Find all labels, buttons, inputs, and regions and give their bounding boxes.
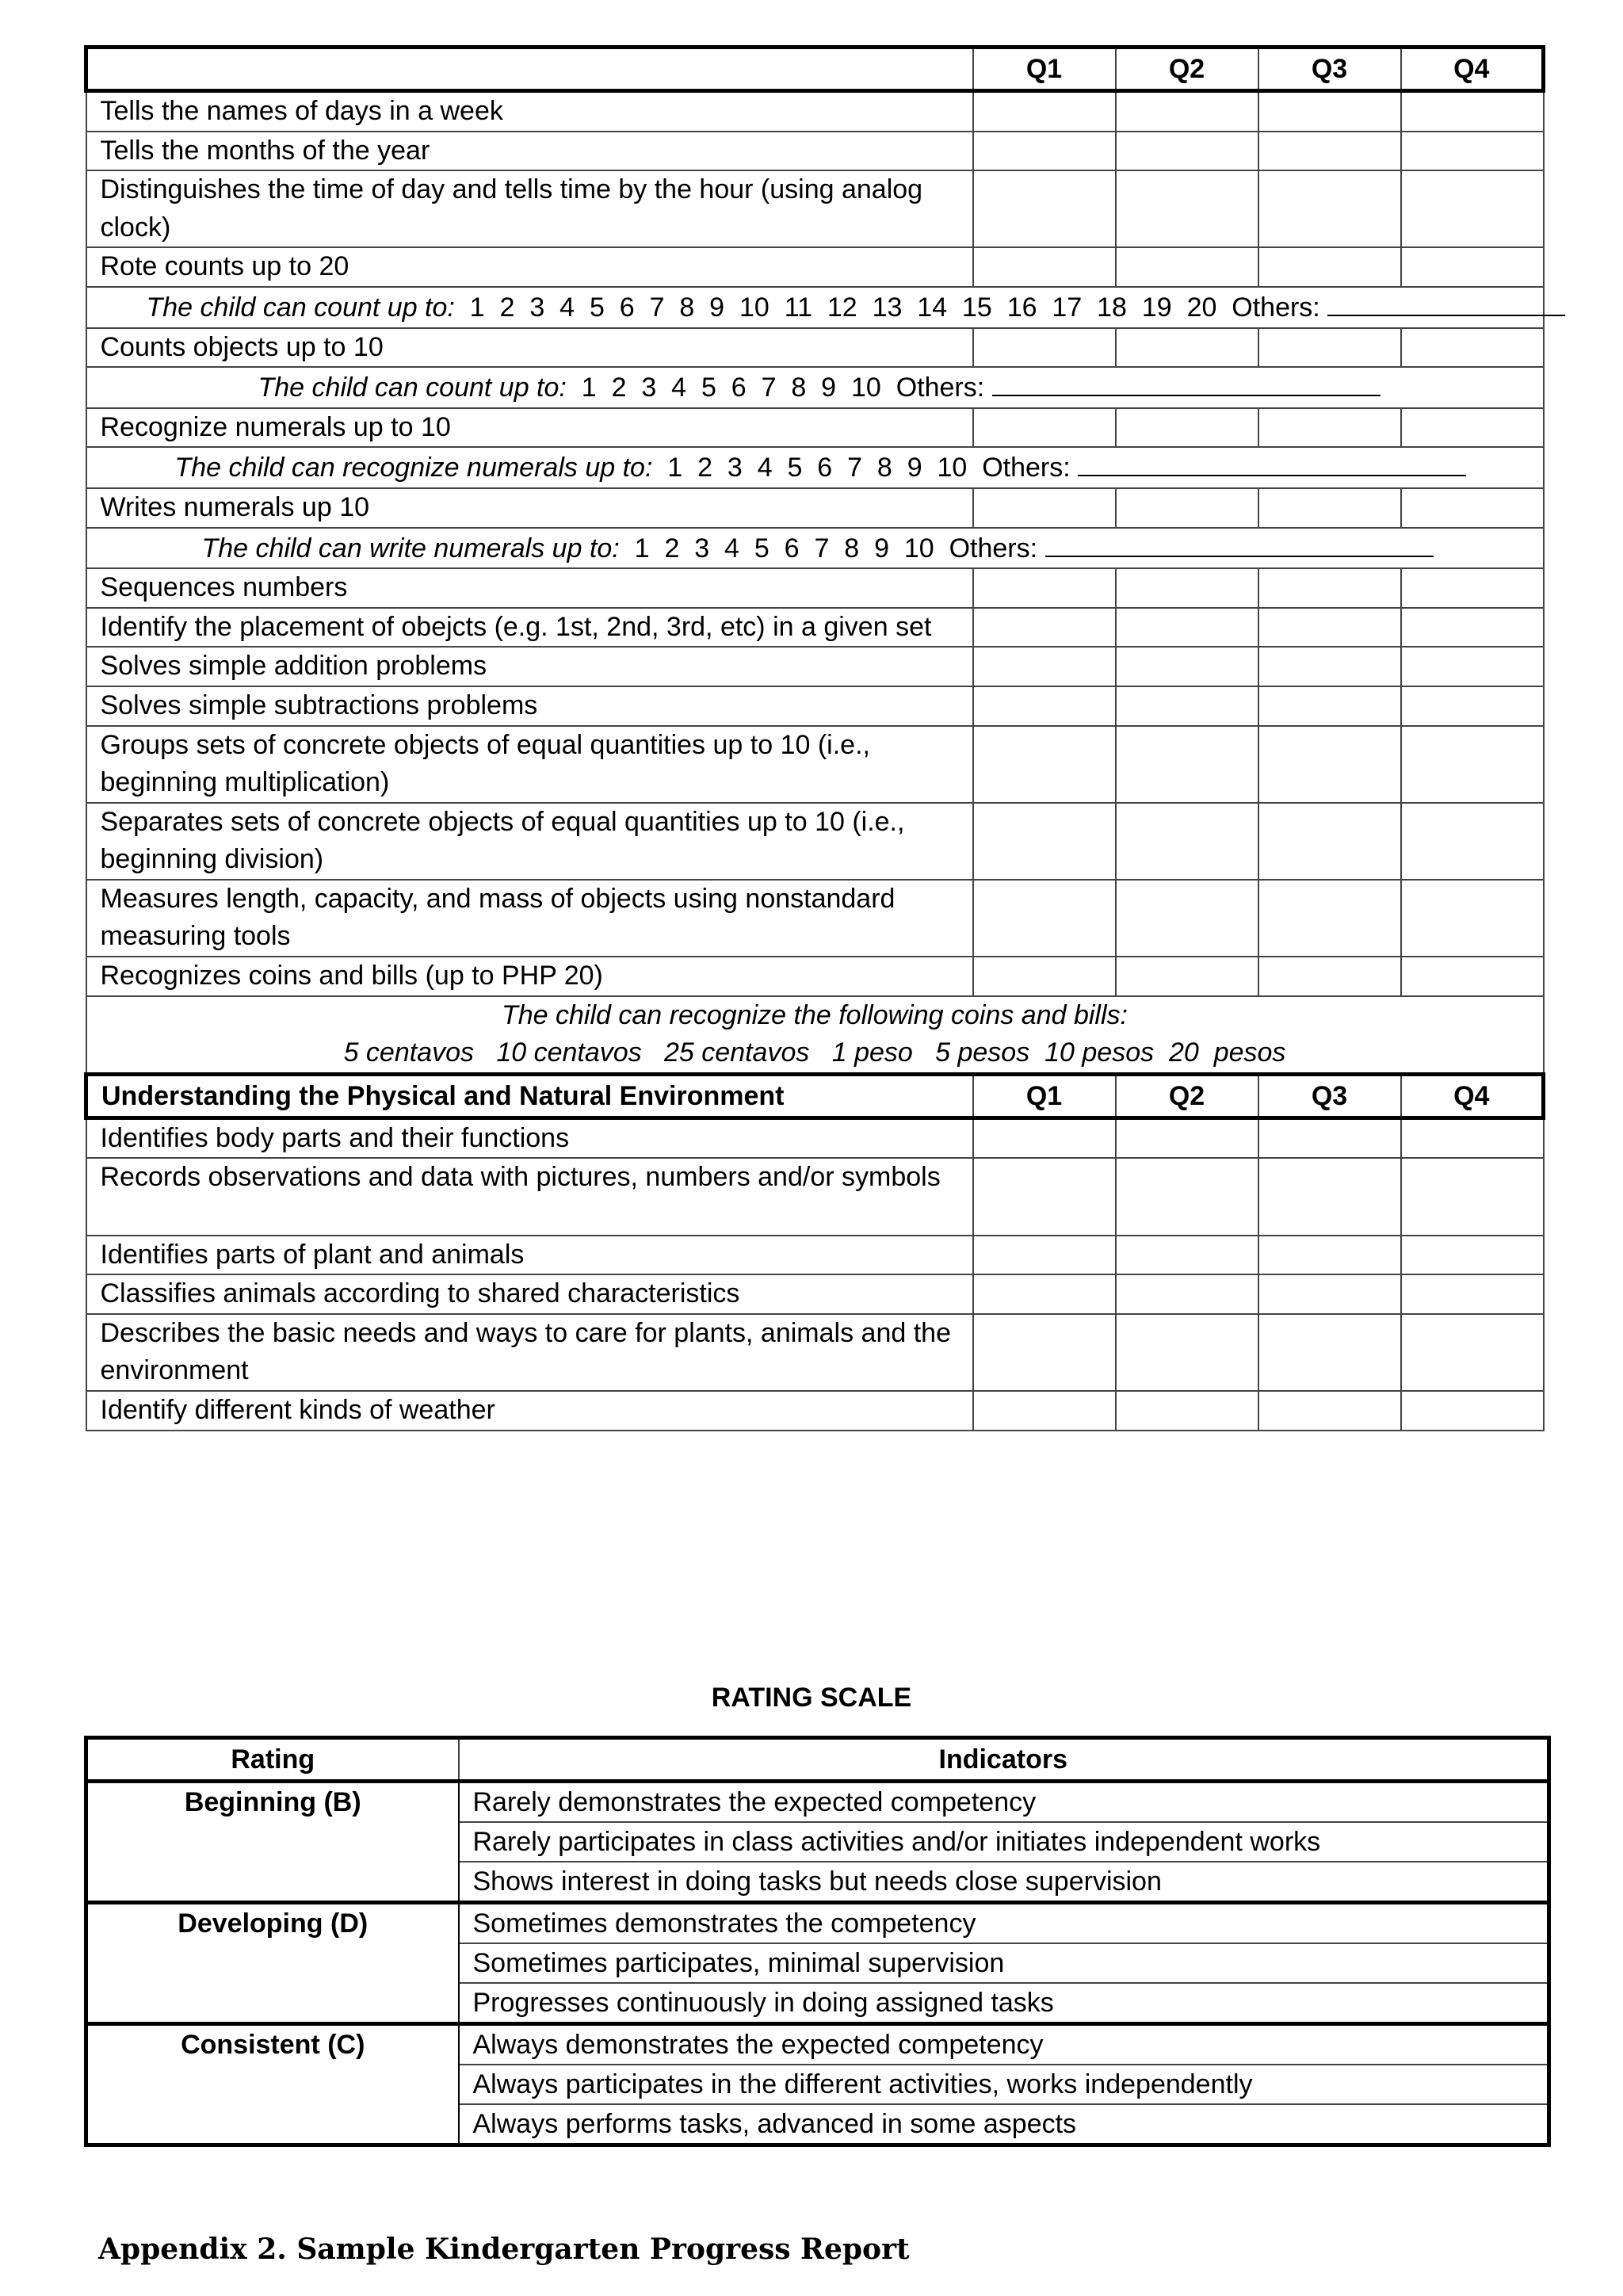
count-note-lead: The child can count up to: — [146, 292, 455, 323]
count-note-values: 1 2 3 4 5 6 7 8 9 10 Others: — [667, 453, 1071, 483]
competency-row — [86, 608, 1544, 648]
coins-note-values: 5 centavos 10 centavos 25 centavos 1 peso 5 pesos 10 pesos 20 pesos — [343, 1037, 1286, 1068]
competency-row — [86, 1236, 1544, 1275]
rating-cell-q3[interactable] — [1258, 1236, 1401, 1275]
indicator-text: Rarely participates in class activities and/or initiates independent works — [459, 1822, 1549, 1862]
rating-scale-body — [86, 1738, 1549, 2145]
competency-row — [86, 957, 1544, 996]
rating-cell-q4[interactable] — [1401, 247, 1544, 287]
rating-cell-q2[interactable] — [1116, 1314, 1258, 1391]
competency-label: Distinguishes the time of day and tells time by the hour (using analog clock) — [86, 170, 973, 247]
rating-level: Developing (D) — [86, 1903, 459, 2024]
competency-label: Identify the placement of obejcts (e.g. 1st, 2nd, 3rd, etc) in a given set — [86, 608, 973, 648]
rating-cell-q4[interactable] — [1401, 488, 1544, 528]
others-blank-line[interactable] — [992, 368, 1381, 396]
others-blank-line[interactable] — [1078, 448, 1466, 476]
competency-row — [86, 647, 1544, 686]
competency-label: Solves simple subtractions problems — [86, 686, 973, 726]
rating-cell-q4[interactable] — [1401, 132, 1544, 171]
rating-cell-q1[interactable] — [973, 132, 1116, 171]
rating-cell-q1[interactable] — [973, 247, 1116, 287]
rating-cell-q1[interactable] — [973, 647, 1116, 686]
quarter-header-q1: Q1 — [973, 48, 1116, 91]
rating-scale-title: RATING SCALE — [711, 1683, 912, 1713]
competency-label: Identifies parts of plant and animals — [86, 1236, 973, 1275]
competency-row — [86, 1391, 1544, 1431]
rating-column-header: Rating — [86, 1738, 459, 1782]
competency-label: Tells the names of days in a week — [86, 91, 973, 132]
rating-cell-q4[interactable] — [1401, 91, 1544, 132]
rating-cell-q4[interactable] — [1401, 957, 1544, 996]
count-note — [86, 367, 1544, 408]
rating-cell-q2[interactable] — [1116, 686, 1258, 726]
rating-cell-q3[interactable] — [1258, 1391, 1401, 1431]
competency-label: Sequences numbers — [86, 568, 973, 608]
competency-label: Tells the months of the year — [86, 132, 973, 171]
competency-label: Describes the basic needs and ways to care for plants, animals and the environment — [86, 1314, 973, 1391]
competency-label: Classifies animals according to shared characteristics — [86, 1274, 973, 1314]
competency-label: Records observations and data with pictures, numbers and/or symbols — [86, 1158, 973, 1235]
rating-cell-q3[interactable] — [1258, 880, 1401, 957]
rating-cell-q1[interactable] — [973, 91, 1116, 132]
rating-cell-q4[interactable] — [1401, 726, 1544, 803]
rating-cell-q2[interactable] — [1116, 1117, 1258, 1158]
rating-cell-q3[interactable] — [1258, 686, 1401, 726]
indicator-text: Sometimes demonstrates the competency — [459, 1903, 1549, 1944]
competency-row — [86, 726, 1544, 803]
rating-cell-q1[interactable] — [973, 408, 1116, 448]
rating-cell-q1[interactable] — [973, 568, 1116, 608]
rating-cell-q4[interactable] — [1401, 803, 1544, 880]
count-note-values: 1 2 3 4 5 6 7 8 9 10 Others: — [581, 372, 985, 403]
quarter-header-q4: Q4 — [1401, 48, 1544, 91]
count-note-row — [86, 528, 1544, 569]
competency-label: Identify different kinds of weather — [86, 1391, 973, 1431]
rating-cell-q4[interactable] — [1401, 647, 1544, 686]
rating-cell-q1[interactable] — [973, 1117, 1116, 1158]
rating-row — [86, 2024, 1549, 2065]
others-blank-line[interactable] — [1327, 288, 1565, 316]
competency-row — [86, 1314, 1544, 1391]
rating-cell-q2[interactable] — [1116, 726, 1258, 803]
rating-cell-q2[interactable] — [1116, 247, 1258, 287]
rating-cell-q3[interactable] — [1258, 957, 1401, 996]
section-title — [86, 48, 973, 91]
competency-row — [86, 880, 1544, 957]
rating-cell-q2[interactable] — [1116, 170, 1258, 247]
count-note-values: 1 2 3 4 5 6 7 8 9 10 Others: — [634, 533, 1038, 563]
rating-cell-q2[interactable] — [1116, 608, 1258, 648]
competency-label: Measures length, capacity, and mass of objects using nonstandard measuring tools — [86, 880, 973, 957]
rating-cell-q2[interactable] — [1116, 408, 1258, 448]
coins-note-lead: The child can recognize the following coins and bills: — [501, 999, 1128, 1030]
competency-label: Separates sets of concrete objects of equal quantities up to 10 (i.e., beginning division) — [86, 803, 973, 880]
rating-cell-q2[interactable] — [1116, 488, 1258, 528]
rating-cell-q3[interactable] — [1258, 726, 1401, 803]
quarter-header-q3: Q3 — [1258, 48, 1401, 91]
rating-cell-q1[interactable] — [973, 726, 1116, 803]
competency-row — [86, 686, 1544, 726]
competency-row — [86, 408, 1544, 448]
rating-cell-q1[interactable] — [973, 1274, 1116, 1314]
competency-label: Identifies body parts and their functions — [86, 1117, 973, 1158]
competency-row — [86, 91, 1544, 132]
count-note — [86, 447, 1544, 488]
physical-section-header-row — [86, 1074, 1544, 1117]
rating-cell-q3[interactable] — [1258, 608, 1401, 648]
rating-cell-q4[interactable] — [1401, 408, 1544, 448]
competency-table-body — [86, 48, 1544, 1431]
rating-cell-q4[interactable] — [1401, 170, 1544, 247]
rating-cell-q4[interactable] — [1401, 1391, 1544, 1431]
rating-cell-q1[interactable] — [973, 880, 1116, 957]
count-note-lead: The child can write numerals up to: — [201, 533, 620, 563]
competency-table — [84, 45, 1545, 1431]
rating-cell-q1[interactable] — [973, 1158, 1116, 1235]
appendix-caption: Appendix 2. Sample Kindergarten Progress Report — [98, 2233, 910, 2266]
rating-cell-q3[interactable] — [1258, 1314, 1401, 1391]
rating-cell-q4[interactable] — [1401, 328, 1544, 368]
indicator-text: Always performs tasks, advanced in some aspects — [459, 2104, 1549, 2145]
count-note-row — [86, 447, 1544, 488]
indicator-text: Sometimes participates, minimal supervision — [459, 1943, 1549, 1983]
indicator-text: Always participates in the different activities, works independently — [459, 2065, 1549, 2104]
rating-scale-table — [84, 1736, 1551, 2147]
competency-row — [86, 568, 1544, 608]
rating-cell-q4[interactable] — [1401, 1158, 1544, 1235]
rating-cell-q4[interactable] — [1401, 686, 1544, 726]
count-note — [86, 528, 1544, 569]
competency-row — [86, 1274, 1544, 1314]
rating-cell-q2[interactable] — [1116, 647, 1258, 686]
coins-note — [86, 996, 1544, 1075]
rating-cell-q3[interactable] — [1258, 91, 1401, 132]
indicators-column-header: Indicators — [459, 1738, 1549, 1782]
rating-cell-q3[interactable] — [1258, 170, 1401, 247]
competency-label: Recognizes coins and bills (up to PHP 20) — [86, 957, 973, 996]
count-note-values: 1 2 3 4 5 6 7 8 9 10 11 12 13 14 15 16 17 18 19 20 Others: — [469, 292, 1320, 323]
rating-level: Consistent (C) — [86, 2024, 459, 2145]
rating-cell-q1[interactable] — [973, 1391, 1116, 1431]
competency-label: Groups sets of concrete objects of equal quantities up to 10 (i.e., beginning multiplication) — [86, 726, 973, 803]
competency-label: Rote counts up to 20 — [86, 247, 973, 287]
rating-cell-q1[interactable] — [973, 957, 1116, 996]
rating-cell-q1[interactable] — [973, 686, 1116, 726]
competency-row — [86, 328, 1544, 368]
rating-cell-q2[interactable] — [1116, 1274, 1258, 1314]
rating-cell-q3[interactable] — [1258, 803, 1401, 880]
coins-note-row — [86, 996, 1544, 1075]
count-note-lead: The child can recognize numerals up to: — [174, 453, 653, 483]
rating-cell-q3[interactable] — [1258, 408, 1401, 448]
competency-row — [86, 247, 1544, 287]
rating-cell-q1[interactable] — [973, 1236, 1116, 1275]
rating-cell-q3[interactable] — [1258, 132, 1401, 171]
rating-cell-q1[interactable] — [973, 803, 1116, 880]
competency-row — [86, 170, 1544, 247]
rating-cell-q3[interactable] — [1258, 1158, 1401, 1235]
rating-cell-q4[interactable] — [1401, 1117, 1544, 1158]
rating-cell-q3[interactable] — [1258, 1274, 1401, 1314]
rating-cell-q1[interactable] — [973, 328, 1116, 368]
competency-row — [86, 803, 1544, 880]
competency-row — [86, 1158, 1544, 1235]
rating-cell-q4[interactable] — [1401, 1314, 1544, 1391]
competency-row — [86, 132, 1544, 171]
rating-cell-q2[interactable] — [1116, 880, 1258, 957]
rating-cell-q3[interactable] — [1258, 328, 1401, 368]
competency-label: Solves simple addition problems — [86, 647, 973, 686]
quarter-header-q1: Q1 — [973, 1074, 1116, 1117]
rating-cell-q3[interactable] — [1258, 488, 1401, 528]
rating-cell-q2[interactable] — [1116, 1391, 1258, 1431]
count-note-row — [86, 367, 1544, 408]
rating-cell-q3[interactable] — [1258, 647, 1401, 686]
quarter-header-q4: Q4 — [1401, 1074, 1544, 1117]
rating-cell-q1[interactable] — [973, 170, 1116, 247]
count-note — [86, 287, 1544, 328]
rating-cell-q3[interactable] — [1258, 568, 1401, 608]
others-blank-line[interactable] — [1045, 529, 1434, 557]
rating-cell-q2[interactable] — [1116, 803, 1258, 880]
competency-row — [86, 488, 1544, 528]
rating-cell-q1[interactable] — [973, 488, 1116, 528]
rating-header-row — [86, 1738, 1549, 1782]
quarter-header-row — [86, 48, 1544, 91]
quarter-header-q3: Q3 — [1258, 1074, 1401, 1117]
rating-cell-q2[interactable] — [1116, 1236, 1258, 1275]
competency-label: Writes numerals up 10 — [86, 488, 973, 528]
indicator-text: Always demonstrates the expected competency — [459, 2024, 1549, 2065]
indicator-text: Rarely demonstrates the expected competency — [459, 1782, 1549, 1823]
section-title: Understanding the Physical and Natural Environment — [86, 1074, 973, 1117]
indicator-text: Shows interest in doing tasks but needs close supervision — [459, 1862, 1549, 1903]
rating-cell-q4[interactable] — [1401, 568, 1544, 608]
rating-row — [86, 1903, 1549, 1944]
rating-cell-q2[interactable] — [1116, 328, 1258, 368]
count-note-lead: The child can count up to: — [258, 372, 567, 403]
quarter-header-q2: Q2 — [1116, 48, 1258, 91]
competency-label: Recognize numerals up to 10 — [86, 408, 973, 448]
rating-level: Beginning (B) — [86, 1782, 459, 1903]
rating-cell-q2[interactable] — [1116, 1158, 1258, 1235]
count-note-row — [86, 287, 1544, 328]
competency-row — [86, 1117, 1544, 1158]
quarter-header-q2: Q2 — [1116, 1074, 1258, 1117]
indicator-text: Progresses continuously in doing assigned tasks — [459, 1983, 1549, 2024]
rating-cell-q4[interactable] — [1401, 1274, 1544, 1314]
rating-cell-q1[interactable] — [973, 1314, 1116, 1391]
rating-cell-q2[interactable] — [1116, 568, 1258, 608]
rating-cell-q3[interactable] — [1258, 247, 1401, 287]
rating-cell-q2[interactable] — [1116, 957, 1258, 996]
rating-cell-q4[interactable] — [1401, 608, 1544, 648]
rating-cell-q4[interactable] — [1401, 1236, 1544, 1275]
rating-cell-q2[interactable] — [1116, 91, 1258, 132]
competency-label: Counts objects up to 10 — [86, 328, 973, 368]
rating-cell-q3[interactable] — [1258, 1117, 1401, 1158]
rating-cell-q2[interactable] — [1116, 132, 1258, 171]
rating-row — [86, 1782, 1549, 1823]
rating-cell-q4[interactable] — [1401, 880, 1544, 957]
rating-cell-q1[interactable] — [973, 608, 1116, 648]
